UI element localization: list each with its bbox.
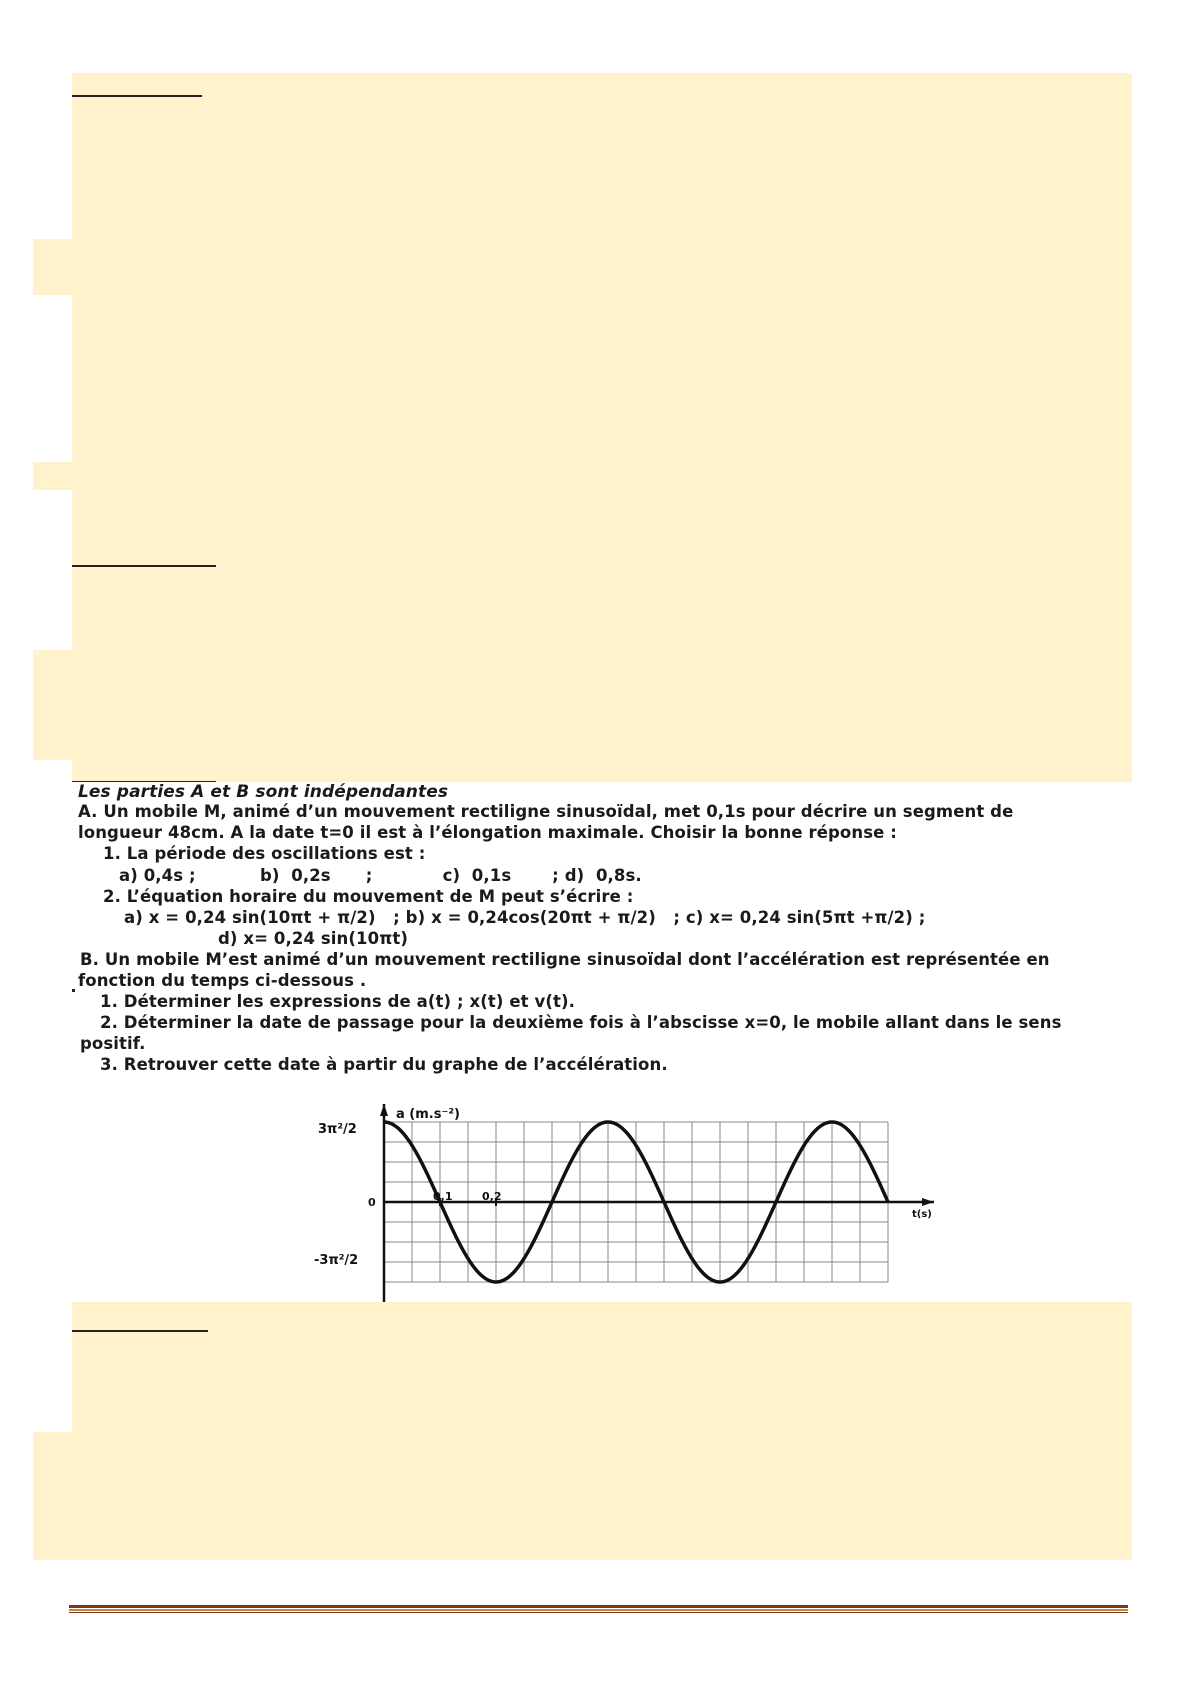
x-axis-arrow (922, 1198, 934, 1206)
cream-block-top (72, 73, 1132, 239)
question-2-options-line-2: d) x= 0,24 sin(10πt) (218, 929, 408, 948)
x-tick-label-0-1: 0,1 (433, 1190, 453, 1203)
footer-line-dark (69, 1605, 1128, 1608)
part-b-question-3: 3. Retrouver cette date à partir du graphe de l’accélération. (100, 1055, 668, 1074)
part-b-question-2-line-2: positif. (80, 1034, 146, 1053)
part-b-question-1: 1. Déterminer les expressions de a(t) ; x(t) et v(t). (100, 992, 576, 1011)
part-a-line-1: A. Un mobile M, animé d’un mouvement rectiligne sinusoïdal, met 0,1s pour décrire un segment de (78, 802, 1014, 821)
y-tick-label-max: 3π²/2 (318, 1122, 357, 1137)
part-a-line-2: longueur 48cm. A la date t=0 il est à l’élongation maximale. Choisir la bonne réponse : (78, 823, 897, 842)
exercise-panel (72, 782, 1132, 1302)
y-tick-label-zero: 0 (368, 1196, 376, 1209)
question-1-options: a) 0,4s ; b) 0,2s ; c) 0,1s ; d) 0,8s. (119, 866, 642, 885)
question-2-options-line-1: a) x = 0,24 sin(10πt + π/2) ; b) x = 0,24cos(20πt + π/2) ; c) x= 0,24 sin(5πt +π/2) ; (124, 908, 926, 927)
footer-line-light (69, 1609, 1128, 1611)
cream-block-8 (33, 1432, 1132, 1560)
cream-block-4 (72, 490, 1132, 650)
y-axis-label: a (m.s⁻²) (396, 1107, 460, 1122)
bullet-mark (72, 989, 75, 992)
exercise-heading-underline-1 (72, 95, 202, 97)
part-b-line-1: B. Un mobile M’est animé d’un mouvement rectiligne sinusoïdal dont l’accélération est représentée en (80, 950, 1050, 969)
exercise-heading-underline-4 (72, 1330, 208, 1332)
acceleration-chart (232, 1102, 952, 1302)
question-2: 2. L’équation horaire du mouvement de M peut s’écrire : (103, 887, 634, 906)
y-axis-arrow (380, 1104, 388, 1116)
cream-block-7 (72, 1302, 1132, 1432)
x-axis-label: t(s) (912, 1209, 932, 1220)
cream-block-1 (33, 239, 1132, 295)
footer-line-thin (69, 1612, 1128, 1613)
exercise-title: Les parties A et B sont indépendantes (78, 782, 449, 802)
cream-block-3 (33, 462, 1132, 490)
y-tick-label-min: -3π²/2 (314, 1253, 359, 1268)
exercise-heading-underline-2 (72, 565, 216, 567)
part-b-line-2: fonction du temps ci-dessous . (78, 971, 367, 990)
cream-block-2 (72, 295, 1132, 462)
question-1: 1. La période des oscillations est : (103, 844, 426, 863)
part-b-question-2-line-1: 2. Déterminer la date de passage pour la deuxième fois à l’abscisse x=0, le mobile allant dans le sens (100, 1013, 1062, 1032)
cream-block-6 (72, 760, 1132, 782)
cream-block-5 (33, 650, 1132, 760)
x-tick-label-0-2: 0,2 (482, 1190, 502, 1203)
